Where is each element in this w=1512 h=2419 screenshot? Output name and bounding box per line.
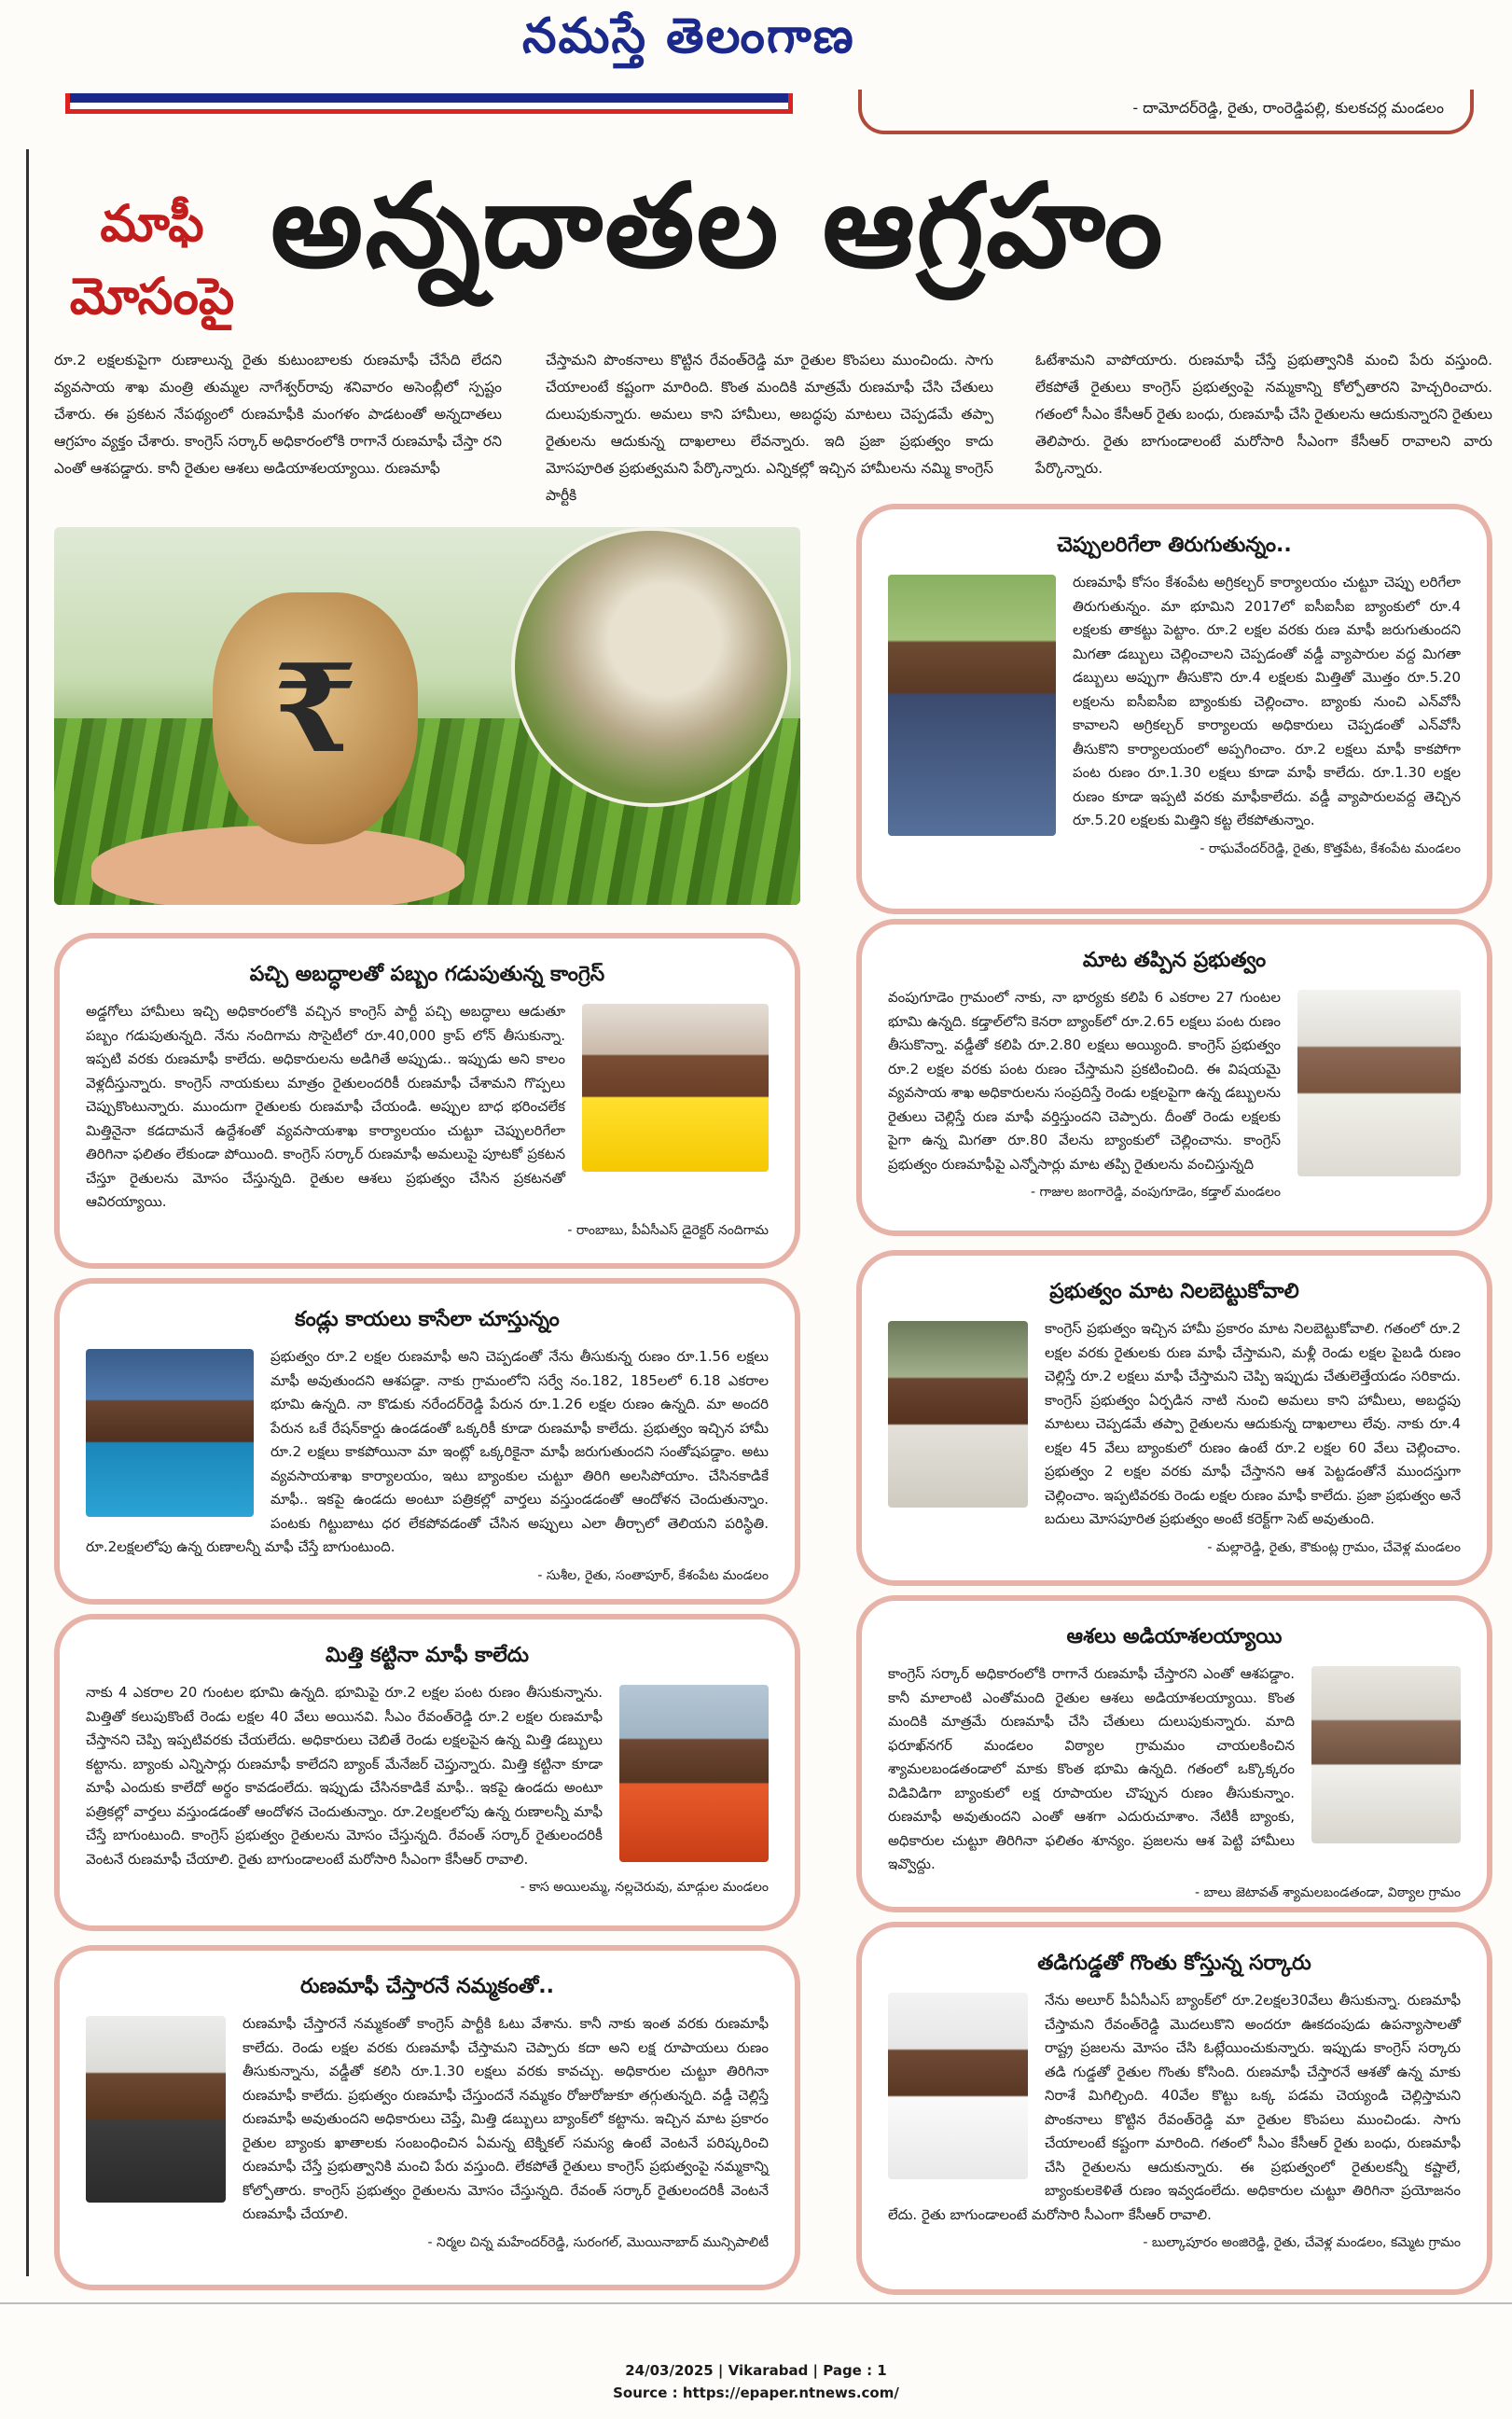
intro-column-1: రూ.2 లక్షలకుపైగా రుణాలున్న రైతు కుటుంబాలకు రుణమాఫీ చేసేది లేదని వ్యవసాయ శాఖ మంత్రి తుమ్మల నాగేశ్వర్‌రావు శనివారం అసెంబ్లీలో స్పష్టం చేశారు. ఈ ప్రకటన నేపథ్యంలో రుణమాఫీకి మంగళం పాడటంతో అన్నదాతలు ఆగ్రహం వ్యక్తం చేశారు. కాంగ్రెస్ సర్కార్ అధికారంలోకి రాగానే రుణమాఫీ చేస్తా రని ఎంతో ఆశపడ్డారు. కానీ రైతుల ఆశలు అడియాశలయ్యాయి. రుణమాఫీ [54, 352, 502, 477]
article-box [856, 919, 1492, 1236]
article-credit: - నిర్మల చిన్న మహేందర్‌రెడ్డి, సురంగల్, మొయినాబాద్ మున్సిపాలిటీ [427, 2234, 769, 2250]
article-credit: - రాఘవేందర్‌రెడ్డి, రైతు, కొత్తపేట, కేశంపేట మండలం [1200, 841, 1461, 856]
farmer-portrait-photo [619, 1685, 769, 1862]
article-credit: - సుశీల, రైతు, సంతాపూర్, కేశంపేట మండలం [537, 1567, 769, 1583]
article-box [54, 1278, 800, 1605]
article-title: రుణమాఫీ చేస్తారనే నమ్మకంతో.. [299, 1975, 555, 1998]
article-box [856, 1595, 1492, 1912]
article-title: కండ్లు కాయలు కాసేలా చూస్తున్నం [295, 1308, 560, 1331]
article-box [856, 1250, 1492, 1586]
farmer-portrait-photo [1297, 990, 1461, 1176]
article-body: రుణమాఫీ చేస్తారనే నమ్మకంతో కాంగ్రెస్ పార్టీకి ఓటు వేశాను. కానీ నాకు ఇంత వరకు రుణమాఫీ కాలేదు. రెండు లక్షల వరకు రుణమాఫీ చేస్తామని చెప్పారు కదా అని లక్ష రూపాయలు రుణం తీసుకున్నాను, వడ్డీతో కలిసి రూ.1.30 లక్షలు వరకు కావచ్చు. అధికారుల చుట్టూ తిరిగినా రుణమాఫీ కాలేదు. ప్రభుత్వం రుణమాఫీ చేస్తుందనే నమ్మకం రోజురోజుకూ తగ్గుతున్నది. వడ్డీ చెల్లిస్తే రుణమాఫీ అవుతుందని అధికారులు చెప్తే, మిత్తి డబ్బులు బ్యాంక్‌లో కట్టాను. ఇచ్చిన మాట ప్రకారం రైతుల బ్యాంకు ఖాతాలకు సంబంధించిన ఏమన్న టెక్నికల్ సమస్య ఉంటే వెంటనే పరిష్కరించి రుణమాఫీ చేస్తే ప్రభుత్వానికి మంచి పేరు వస్తుంది. లేకపోతే రైతులు కాంగ్రెస్ ప్రభుత్వంపై నమ్మకాన్ని కోల్పోతారు. కాంగ్రెస్ ప్రభుత్వం రైతులను మోసం చేస్తున్నది. రేవంత్ సర్కార్ రైతులందరికీ వెంటనే రుణమాఫీ చేయాలి. [243, 2015, 769, 2222]
main-headline: అన్నదాతల ఆగ్రహం [270, 159, 1165, 294]
article-title: మిత్తి కట్టినా మాఫీ కాలేదు [326, 1644, 529, 1667]
kicker-line-1: మాఫీ [100, 193, 204, 253]
article-box [856, 504, 1492, 914]
article-credit: - గాజుల జంగారెడ్డి, వంపుగూడెం, కడ్తాల్ మండలం [1030, 1185, 1281, 1200]
farmer-portrait-photo [86, 1349, 254, 1517]
masthead [0, 0, 1512, 89]
banner-stripe [70, 93, 788, 103]
top-carryover-credit: - దామోదర్‌రెడ్డి, రైతు, రాంరెడ్డిపల్లి, కులకచర్ల మండలం [858, 90, 1474, 134]
newspaper-title: నమస్తే తెలంగాణ [522, 7, 855, 64]
article-body: వంపుగూడెం గ్రామంలో నాకు, నా భార్యకు కలిపి 6 ఎకరాల 27 గుంటల భూమి ఉన్నది. కడ్తాల్‌లోని కెనరా బ్యాంక్‌లో రూ.2.65 లక్షలు పంట రుణం తీసుకొన్నా. వడ్డీతో కలిపి రూ.2.80 లక్షలు అయ్యింది. కాంగ్రెస్ ప్రభుత్వం రూ.2 లక్షల వరకు పంట రుణం చేస్తామని ప్రకటించింది. ఈ విషయమై వ్యవసాయ శాఖ అధికారులను సంప్రదిస్తే రెండు లక్షలపైగా ఉన్న డబ్బులను రైతులు చెల్లిస్తే రుణ మాఫీ వర్తిస్తుందని చెప్పారు. దీంతో రెండు లక్షలకు పైగా ఉన్న మిగతా రూ.80 వేలను బ్యాంకులో చెల్లించాను. కాంగ్రెస్ ప్రభుత్వం రుణమాఫీపై ఎన్నోసార్లు మాట తప్పి రైతులను వంచిస్తున్నది [888, 989, 1281, 1173]
farmer-portrait-photo [86, 2016, 226, 2203]
article-body: నాకు 4 ఎకరాల 20 గుంటల భూమి ఉన్నది. భూమిపై రూ.2 లక్షల పంట రుణం తీసుకున్నాను. మిత్తితో కలుపుకొంటే రెండు లక్షల 40 వేలు అయినవి. సీఎం రేవంత్‌రెడ్డి రూ.2 లక్షల రుణమాఫీ చేస్తానని చెప్పి ఇప్పటివరకు చేయలేదు. అధికారులు చెబితే రెండు లక్షలపైన ఉన్న మిత్తి డబ్బులు కట్టాను. బ్యాంకు ఎన్నిసార్లు రుణమాఫీ కాలేదని బ్యాంక్ మేనేజర్ చెప్తున్నారు. మిత్తి కట్టినా కూడా మాఫీ ఎందుకు కాలేదో అర్థం కావడంలేదు. ఇప్పుడు చేసినకాడికే మాఫీ.. ఇకపై ఉండదు అంటూ పత్రికల్లో వార్తలు వస్తుండడంతో ఆందోళన చెందుతున్నాం. రూ.2లక్షలలోపు ఉన్న రుణాలన్నీ మాఫీ చేస్తే బాగుంటుంది. కాంగ్రెస్ ప్రభుత్వం రైతులను మోసం చేస్తున్నది. రేవంత్ సర్కార్ రైతులందరికీ వెంటనే రుణమాఫీ చేయాలి. రైతు బాగుండాలంటే మరోసారి సీఎంగా కేసీఆర్ రావాలి. [86, 1684, 603, 1868]
masthead-banner [65, 93, 793, 114]
farmer-portrait-photo [582, 1004, 769, 1172]
farmer-portrait-photo [888, 1993, 1028, 2179]
article-credit: - బుల్కాపూరం అంజిరెడ్డి, రైతు, చేవెళ్ల మండలం, కమ్మెట గ్రామం [1143, 2235, 1461, 2250]
rupee-icon: ₹ [272, 637, 358, 780]
article-body: కాంగ్రెస్ ప్రభుత్వం ఇచ్చిన హామీ ప్రకారం మాట నిలబెట్టుకోవాలి. గతంలో రూ.2 లక్షల వరకు రైతులకు రుణ మాఫీ చేస్తామని, మళ్లీ రెండు లక్షల పైబడి రుణం చెల్లిస్తే రూ.2 లక్షలు మాఫీ చేస్తామని చెప్పి ఇప్పుడు చేతులెత్తేయడం సరికాదు. కాంగ్రెస్ ప్రభుత్వం ఏర్పడిన నాటి నుంచి అమలు కాని హామీలు, అబద్ధపు మాటలు చెప్పడమే తప్పా రైతులను ఆదుకున్న దాఖలాలు లేవు. నాకు రూ.4 లక్షల 45 వేలు బ్యాంకులో రుణం ఉంటే రూ.2 లక్షల 60 వేలు చెల్లించాం. ప్రభుత్వం 2 లక్షల వరకు మాఫీ చేస్తానని ఆశ పెట్టడంతోనే ముందస్తుగా చెల్లించాం. ఇప్పటివరకు రెండు లక్షల రుణం మాఫీ కాలేదు. ప్రజా ప్రభుత్వం అనే బదులు మోసపూరిత ప్రభుత్వం అంటే కరెక్ట్‌గా సెట్ అవుతుంది. [1045, 1320, 1461, 1527]
article-body: నేను అలూర్ పీఏసీఎస్ బ్యాంక్‌లో రూ.2లక్షల30వేలు తీసుకున్నా. రుణమాఫీ చేస్తామని రేవంత్‌రెడ్డి మొదలుకొని అందరూ ఊకదంపుడు ఉపన్యాసాలతో రాష్ట్ర ప్రజలను మోసం చేసి ఓట్లేయించుకున్నారు. ఇప్పుడు కాంగ్రెస్ సర్కారు తడి గుడ్డతో రైతుల గొంతు కోసింది. రుణమాఫీ చేస్తారనే ఆశతో ఉన్న మాకు నిరాశే మిగిల్చింది. 40వేల కొట్టు ఒక్క పడమ చెయ్యండి చెల్లిస్తామని పొంకనాలు కొట్టిన రేవంత్‌రెడ్డి మా రైతుల కొంపలు ముంచిండు. సాగు చేయాలంటే కష్టంగా మారింది. గతంలో సీఎం కేసీఆర్ రైతు బంధు, రుణమాఫీ చేసి రైతులను ఆదుకున్నారు. ఈ ప్రభుత్వంలో రైతులకన్నీ కష్టాలే, బ్యాంకులకెళితే రుణం ఇవ్వడంలేదు. అధికారుల చుట్టూ తిరిగినా ప్రయోజనం లేదు. రైతు బాగుండాలంటే మరోసారి సీఎంగా కేసీఆర్ రావాలి. [888, 1992, 1461, 2223]
intro-column-3: ఓటేశామని వాపోయారు. రుణమాఫీ చేస్తే ప్రభుత్వానికి మంచి పేరు వస్తుంది. లేకపోతే రైతులు కాంగ్రెస్ ప్రభుత్వంపై నమ్మకాన్ని కోల్పోతారని హెచ్చరించారు. గతంలో సీఎం కేసీఆర్ రైతు బంధు, రుణమాఫీ చేసి రైతులను ఆదుకున్నారని రైతులు తెలిపారు. రైతు బాగుండాలంటే మరోసారి సీఎంగా కేసీఆర్ రావాలని వారు పేర్కొన్నారు. [1035, 352, 1492, 477]
footer-date-line: 24/03/2025 | Vikarabad | Page : 1 [625, 2362, 887, 2379]
article-box [856, 1922, 1492, 2295]
footer-divider [0, 2302, 1512, 2362]
article-body: రుణమాఫీ కోసం కేశంపేట అగ్రికల్చర్ కార్యాలయం చుట్టూ చెప్పు లరిగేలా తిరుగుతున్నం. మా భూమిని 2017లో ఐసీఐసీఐ బ్యాంకులో రూ.4 లక్షలకు తాకట్టు పెట్టాం. రూ.2 లక్షల వరకు రుణ మాఫీ జరుగుతుందని మిగతా డబ్బులు చెల్లించాలని చెప్పడంతో వడ్డీ వ్యాపారుల వద్ద మిగతా డబ్బులు అప్పుగా తీసుకొని రూ.4 లక్షలకు మిత్తితో మొత్తం రూ.5.20 లక్షలను ఐసీఐసీఐ బ్యాంకుకు చెల్లించాం. బ్యాంకు నుంచి ఎన్‌వోసీ కావాలని అగ్రికల్చర్ కార్యాలయ అధికారులు చెప్పడంతో ఎన్‌వోసీ తీసుకొని కార్యాలయంలో అప్పగించాం. రూ.2 లక్షలు మాఫీ కాకపోగా పంట రుణం రూ.1.30 లక్షలు కూడా మాఫీ కాలేదు. రూ.1.30 లక్షల రుణం కూడా ఇప్పటి వరకు మాఫీకాలేదు. వడ్డీ వ్యాపారులవద్ద తెచ్చిన రూ.5.20 లక్షలకు మిత్తిని కట్ట లేకపోతున్నాం. [1073, 574, 1461, 828]
farmer-portrait-photo [888, 1321, 1028, 1508]
article-box [54, 1945, 800, 2290]
article-box [54, 1614, 800, 1931]
article-box [54, 933, 800, 1269]
farmer-inset-photo [511, 527, 791, 807]
article-title: తడిగుడ్డతో గొంతు కోస్తున్న సర్కారు [1037, 1952, 1311, 1975]
headline-kicker [54, 187, 250, 332]
article-title: పచ్చి అబద్ధాలతో పబ్బం గడుపుతున్న కాంగ్రెస్ [249, 963, 605, 986]
article-body: కాంగ్రెస్ సర్కార్ అధికారంలోకి రాగానే రుణమాఫీ చేస్తారని ఎంతో ఆశపడ్డాం. కానీ మాలాంటి ఎంతోమంది రైతుల ఆశలు అడియాశలయ్యాయి. కొంత మందికి మాత్రమే రుణమాఫీ చేసి చేతులు దులుపుకున్నారు. మాది ఫరూఖ్‌నగర్ మండలం విఠ్యాల గ్రామమం చాయలకించిన శ్యామలబండతండాలో మాకు కొంత భూమి ఉన్నది. గతంలో ఒక్కొక్కరం విడివిడిగా బ్యాంకులో లక్ష రూపాయల చొప్పున రుణం తీసుకున్నాం. రుణమాఫీ అవుతుందని ఎంతో ఆశగా ఎదురుచూశాం. నేటికీ బ్యాంకు, అధికారుల చుట్టూ తిరిగినా ఫలితం శూన్యం. ప్రజలను ఆశ పెట్టి హామీలు ఇవ్వొద్దు. [888, 1665, 1295, 1872]
article-body: ప్రభుత్వం రూ.2 లక్షల రుణమాఫీ అని చెప్పడంతో నేను తీసుకున్న రుణం రూ.1.56 లక్షలు మాఫీ అవుతుందని ఆశపడ్డా. నాకు గ్రామంలోని సర్వే నం.182, 185లలో 6.18 ఎకరాల భూమి ఉన్నది. నా కొడుకు నరేందర్‌రెడ్డి పేరున రూ.1.26 లక్షల రుణం ఉన్నది. మా అందరి పేరున ఒకే రేషన్‌కార్డు ఉండడంతో ఒక్కరికీ కూడా రుణమాఫీ కాలేదు. ప్రభుత్వం ఇచ్చిన హామీ రూ.2 లక్షలు కాకపోయినా మా ఇంట్లో ఒక్కరికైనా మాఫీ జరుగుతుందని సంతోషపడ్డాం. అటు వ్యవసాయశాఖ కార్యాలయం, ఇటు బ్యాంకుల చుట్టూ తిరిగి అలసిపోయాం. చేసినకాడికే మాఫీ.. ఇకపై ఉండదు అంటూ పత్రికల్లో వార్తలు వస్తుండడంతో ఆందోళన చెందుతున్నాం. పంటకు గిట్టుబాటు ధర లేకపోవడంతో చేసిన అప్పులు ఎలా తీర్చాలో తెలియని పరిస్థితి. రూ.2లక్షలలోపు ఉన్న రుణాలన్నీ మాఫీ చేస్తే బాగుంటుంది. [86, 1348, 769, 1555]
article-credit: - రాంబాబు, పీఏసీఎస్ డైరెక్టర్ నందిగామ [567, 1222, 769, 1238]
article-title: మాట తప్పిన ప్రభుత్వం [1082, 949, 1267, 972]
article-title: ప్రభుత్వం మాట నిలబెట్టుకోవాలి [1049, 1280, 1299, 1303]
article-body: అడ్డగోలు హామీలు ఇచ్చి అధికారంలోకి వచ్చిన కాంగ్రెస్ పార్టీ పచ్చి అబద్ధాలు ఆడుతూ పబ్బం గడుపుతున్నది. నేను నందిగామ సొసైటీలో రూ.40,000 క్రాప్ లోన్ తీసుకున్నా. ఇప్పటి వరకు రుణమాఫీ కాలేదు. అధికారులను అడిగితే అప్పుడు.. ఇప్పుడు అని కాలం వెళ్లదీస్తున్నారు. కాంగ్రెస్ నాయకులు మాత్రం రైతులందరికీ రుణమాఫీ చేశామని గొప్పలు చెప్పుకొంటున్నారు. ముందుగా రైతులకు రుణమాఫీ చేయండి. అప్పుల బాధ భరించలేక మిత్తినైనా కడదామనే ఉద్దేశంతో వ్యవసాయశాఖ కార్యాలయం చుట్టూ చెప్పులరిగేలా తిరిగినా ఫలితం లేకుండా పోయింది. కాంగ్రెస్ సర్కార్ రుణమాఫీ అమలుపై పూటకో ప్రకటన చేస్తూ రైతులను మోసం చేస్తున్నది. రైతుల ఆశలు ప్రభుత్వం చేసిన ప్రకటనతో ఆవిరయ్యాయి. [86, 1003, 565, 1210]
hero-photo-illustration [54, 527, 800, 905]
farmer-portrait-photo [1311, 1666, 1461, 1843]
farmer-portrait-photo [888, 575, 1056, 836]
intro-column-2: చేస్తామని పొంకనాలు కొట్టిన రేవంత్‌రెడ్డి మా రైతుల కొంపలు ముంచిందు. సాగు చేయాలంటే కష్టంగా మారింది. కొంత మందికి మాత్రమే రుణమాఫీ చేసి చేతులు దులుపుకున్నారు. అమలు కాని హామీలు, అబద్ధపు మాటలు చెప్పడమే తప్పా రైతులను ఆదుకున్న దాఖలాలు లేవన్నారు. ఇది ప్రజా ప్రభుత్వం కాదు మోసపూరిత ప్రభుత్వమని పేర్కొన్నారు. ఎన్నికల్లో ఇచ్చిన హామీలను నమ్మి కాంగ్రెస్ పార్టీకి [546, 352, 993, 504]
footer-source-link[interactable]: Source : https://epaper.ntnews.com/ [613, 2384, 899, 2401]
article-title: ఆశలు అడియాశలయ్యాయి [1066, 1625, 1283, 1648]
article-credit: - బాలు జెటావత్ శ్యామలబండతండా, విఠ్యాల గ్రామం [1195, 1884, 1461, 1900]
article-credit: - కాస అయిలమ్మ, నల్లచెరువు, మాడ్గుల మండలం [520, 1880, 769, 1895]
kicker-line-2: మోసంపై [69, 266, 235, 326]
page-margin-rule [26, 149, 29, 2276]
article-credit: - మల్లారెడ్డి, రైతు, కౌకుంట్ల గ్రామం, చేవెళ్ల మండలం [1207, 1539, 1461, 1555]
article-title: చెప్పులరిగేలా తిరుగుతున్నం.. [1057, 534, 1292, 557]
